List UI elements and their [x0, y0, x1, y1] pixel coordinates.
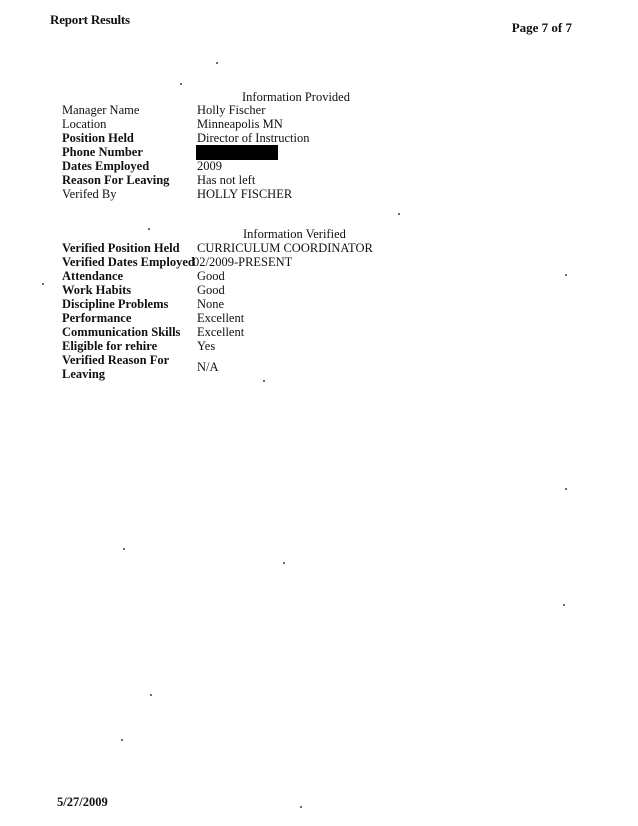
label-eligible-for-rehire: Eligible for rehire [62, 339, 158, 353]
value-verified-dates-employed: 02/2009-PRESENT [193, 255, 293, 269]
scan-speck [148, 228, 150, 230]
label-performance: Performance [62, 311, 132, 325]
label-discipline-problems: Discipline Problems [62, 297, 169, 311]
value-position-held: Director of Instruction [197, 131, 310, 145]
scan-speck [150, 694, 152, 696]
value-attendance: Good [197, 269, 225, 283]
label-manager-name: Manager Name [62, 103, 140, 117]
value-verified-reason-for-leaving: N/A [197, 360, 219, 374]
value-communication-skills: Excellent [197, 325, 245, 339]
scan-speck [563, 604, 565, 606]
label-verified-position-held: Verified Position Held [62, 241, 180, 255]
scan-speck [565, 488, 567, 490]
report-title: Report Results [50, 12, 130, 27]
label-reason-for-leaving: Reason For Leaving [62, 173, 170, 187]
scan-speck [263, 380, 265, 382]
label-location: Location [62, 117, 107, 131]
label-dates-employed: Dates Employed [62, 159, 150, 173]
scan-speck [42, 283, 44, 285]
label-position-held: Position Held [62, 131, 134, 145]
scan-speck [283, 562, 285, 564]
scan-speck [565, 274, 567, 276]
scan-speck [121, 739, 123, 741]
label-verified-by: Verifed By [62, 187, 117, 201]
label-phone-number: Phone Number [62, 145, 143, 159]
scan-speck [216, 62, 218, 64]
value-discipline-problems: None [197, 297, 225, 311]
scan-speck [300, 806, 302, 808]
page-number: Page 7 of 7 [511, 20, 572, 35]
value-performance: Excellent [197, 311, 245, 325]
label-attendance: Attendance [62, 269, 124, 283]
footer-date: 5/27/2009 [57, 795, 108, 809]
section-title-verified: Information Verified [243, 227, 346, 241]
value-verified-position-held: CURRICULUM COORDINATOR [197, 241, 373, 255]
value-manager-name: Holly Fischer [197, 103, 266, 117]
label-work-habits: Work Habits [62, 283, 132, 297]
value-verified-by: HOLLY FISCHER [197, 187, 293, 201]
scan-speck [123, 548, 125, 550]
redacted-phone-number [196, 145, 278, 160]
value-eligible-for-rehire: Yes [197, 339, 216, 353]
scan-speck [398, 213, 400, 215]
label-communication-skills: Communication Skills [62, 325, 181, 339]
value-dates-employed: 2009 [197, 159, 222, 173]
value-location: Minneapolis MN [197, 117, 283, 131]
label-verified-reason-for-leaving: Verified Reason For Leaving [62, 353, 169, 381]
value-work-habits: Good [197, 283, 225, 297]
value-reason-for-leaving: Has not left [197, 173, 256, 187]
scan-speck [180, 83, 182, 85]
label-verified-dates-employed: Verified Dates Employed [62, 255, 195, 269]
section-title-provided: Information Provided [242, 90, 350, 104]
